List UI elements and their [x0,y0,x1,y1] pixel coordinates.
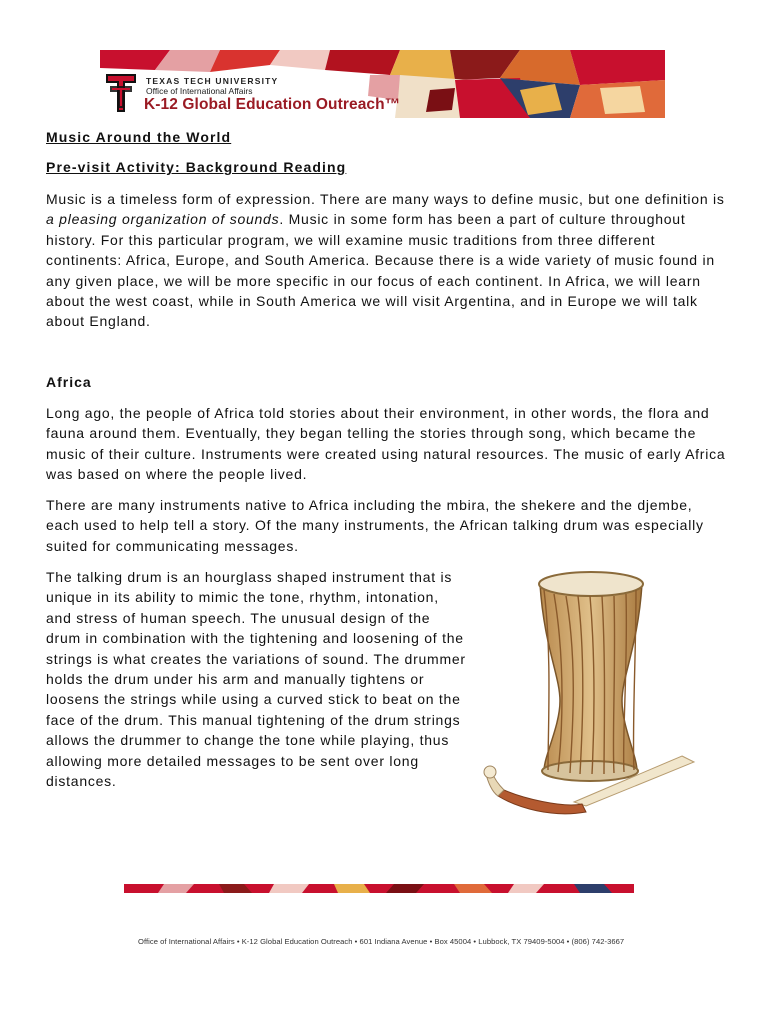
intro-paragraph: Music is a timeless form of expression. There are many ways to define music, but one definition is a pleasing organization of sounds. Music in some form has been a part of culture throughout history. For this particular program, we will examine music traditions from three different continents: Africa, Europe, and South America. Because there is a wide variety of music found in any given place, we will be more specific in our focus of each continent. In Africa, we will learn about the west coast, while in South America we will visit Argentina, and in Europe we will talk about England. [46,191,725,330]
document-title: Music Around the World [46,129,232,145]
definition-emphasis: a pleasing organization of sounds [46,211,280,228]
footer-contact: Office of International Affairs • K-12 Global Education Outreach • 601 Indiana Avenue • Box 45004 • Lubbock, TX 79409-5004 • (806) 742-3667 [138,937,625,946]
office-name: Office of International Affairs [146,86,253,96]
talking-drum-illustration-icon [482,566,712,836]
university-name: TEXAS TECH UNIVERSITY [146,76,279,86]
program-name: K-12 Global Education Outreach™ [144,96,401,113]
footer-banner [124,884,634,893]
double-t-logo-icon [104,72,138,114]
section-heading-africa: Africa [46,374,92,390]
africa-paragraph-2: There are many instruments native to Africa including the mbira, the shekere and the djembe, each used to help tell a story. Of the many instruments, the African talking drum was especially suited for communicating messages. [46,497,704,554]
document-subtitle: Pre-visit Activity: Background Reading [46,159,347,175]
africa-paragraph-1: Long ago, the people of Africa told stories about their environment, in other words, the flora and fauna around them. Eventually, they began telling the stories through song, which became the music of their culture. Instruments were created using natural resources. The music of early Africa was based on where the people lived. [46,405,726,483]
africa-paragraph-3: The talking drum is an hourglass shaped instrument that is unique in its ability to mimic the tone, rhythm, intonation, and stress of human speech. The unusual design of the drum in combination with the tightening and loosening of the strings is what creates the variations of sound. The drummer holds the drum under his arm and manually tightens or loosens the strings while using a curved stick to beat on the face of the drum. This manual tightening of the drum strings allows the drummer to change the tone while playing, thus allowing more detailed messages to be sent over long distances. [46,569,466,790]
